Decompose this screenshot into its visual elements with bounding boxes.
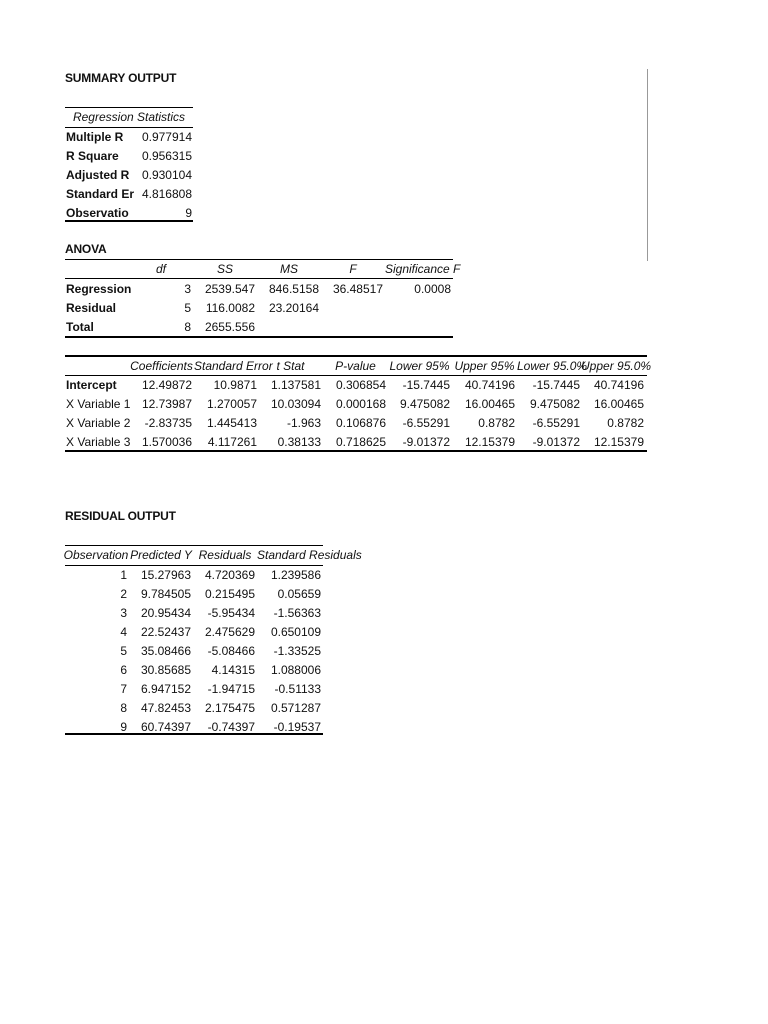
residual-cell: 60.74397 — [140, 720, 191, 734]
residual-cell: -0.74397 — [207, 720, 255, 734]
coef-row-label: X Variable 1 — [66, 397, 131, 411]
anova-cell: 0.0008 — [414, 282, 451, 296]
anova-col-header: MS — [280, 262, 298, 276]
coef-col-header: Standard Error — [194, 359, 273, 373]
reg-stat-label: Adjusted R — [66, 168, 130, 182]
coef-cell: 4.117261 — [207, 435, 257, 449]
coef-cell: -15.7445 — [402, 378, 450, 392]
anova-cell — [385, 299, 451, 317]
coef-cell: 0.8782 — [478, 416, 515, 430]
coef-cell: 12.73987 — [141, 397, 192, 411]
coef-cell: 16.00465 — [593, 397, 644, 411]
coef-row-label: X Variable 2 — [66, 416, 131, 430]
coef-row-label: Intercept — [66, 378, 117, 392]
residual-cell: 2.175475 — [204, 701, 255, 715]
residual-cell: -5.08466 — [207, 644, 255, 658]
anova-cell: 2655.556 — [204, 320, 255, 334]
residual-cell: 35.08466 — [140, 644, 191, 658]
residual-cell: 5 — [120, 644, 127, 658]
residual-cell: 9.784505 — [140, 587, 191, 601]
anova-row-label: Total — [66, 320, 94, 334]
residual-cell: 1.088006 — [270, 663, 321, 677]
residual-cell: 7 — [120, 682, 127, 696]
coef-col-header: Lower 95.0% — [517, 359, 588, 373]
coef-cell: 0.306854 — [335, 378, 386, 392]
reg-stat-label: Multiple R — [66, 130, 124, 144]
reg-stat-value: 4.816808 — [141, 187, 192, 201]
residual-cell: 4.14315 — [211, 663, 255, 677]
coef-col-header: Lower 95% — [389, 359, 450, 373]
coef-col-header: P-value — [335, 359, 376, 373]
anova-col-header: df — [155, 262, 166, 276]
anova-cell: 116.0082 — [205, 301, 255, 315]
reg-stat-value: 0.956315 — [141, 149, 192, 163]
coef-cell: -15.7445 — [532, 378, 580, 392]
coef-cell: -6.55291 — [402, 416, 450, 430]
residual-cell: 8 — [120, 701, 127, 715]
residual-bottom-rule — [65, 733, 323, 735]
coef-cell: 10.03094 — [270, 397, 321, 411]
residual-col-header: Observation — [63, 548, 129, 562]
anova-col-header: SS — [216, 262, 233, 276]
residual-cell: 0.650109 — [270, 625, 321, 639]
residual-cell: -1.33525 — [273, 644, 321, 658]
reg-stats-header: Regression Statistics — [72, 110, 186, 124]
reg-stat-value: 9 — [185, 206, 192, 220]
coef-cell: -9.01372 — [532, 435, 580, 449]
coef-cell: 1.137581 — [270, 378, 321, 392]
reg-stat-label: Observatio — [66, 206, 129, 220]
anova-bottom-rule — [65, 336, 453, 338]
coef-cell: -1.963 — [286, 416, 321, 430]
anova-cell: 3 — [184, 282, 191, 296]
anova-cell: 2539.547 — [204, 282, 255, 296]
residual-cell: 0.05659 — [277, 587, 321, 601]
reg-stat-value: 0.977914 — [141, 130, 192, 144]
coef-cell: 1.570036 — [141, 435, 192, 449]
anova-cell — [321, 299, 383, 317]
coef-cell: 10.9871 — [213, 378, 257, 392]
coef-cell: 0.000168 — [335, 397, 386, 411]
residual-cell: 1.239586 — [270, 568, 321, 582]
residual-cell: 4 — [120, 625, 127, 639]
coef-col-header: Upper 95% — [454, 359, 515, 373]
coef-cell: -9.01372 — [402, 435, 450, 449]
coef-cell: 0.718625 — [335, 435, 386, 449]
reg-stat-label: R Square — [66, 149, 119, 163]
coef-cell: 9.475082 — [399, 397, 450, 411]
anova-cell: 8 — [184, 320, 191, 334]
anova-header-rule — [65, 278, 453, 279]
coef-cell: 40.74196 — [464, 378, 515, 392]
residual-cell: 30.85685 — [140, 663, 191, 677]
residual-cell: 47.82453 — [140, 701, 191, 715]
residual-col-header: Predicted Y — [130, 548, 192, 562]
residual-cell: -0.51133 — [274, 682, 321, 696]
coef-col-header: Coefficients — [130, 359, 193, 373]
coef-cell: 1.445413 — [206, 416, 257, 430]
residual-cell: -0.19537 — [273, 720, 321, 734]
coef-cell: 9.475082 — [529, 397, 580, 411]
coef-col-header: t Stat — [276, 359, 305, 373]
anova-title: ANOVA — [65, 242, 107, 256]
residual-cell: 9 — [120, 720, 127, 734]
residual-cell: 15.27963 — [140, 568, 191, 582]
residual-cell: 6.947152 — [140, 682, 191, 696]
residual-cell: 3 — [120, 606, 127, 620]
residual-cell: 6 — [120, 663, 127, 677]
reg-stat-value: 0.930104 — [141, 168, 192, 182]
anova-cell — [257, 318, 319, 336]
residual-title: RESIDUAL OUTPUT — [65, 509, 176, 523]
coef-cell: 40.74196 — [593, 378, 644, 392]
coef-cell: 12.15379 — [464, 435, 515, 449]
residual-cell: -1.56363 — [273, 606, 321, 620]
anova-row-label: Residual — [66, 301, 117, 315]
coef-cell: -6.55291 — [532, 416, 580, 430]
coef-row-label: X Variable 3 — [66, 435, 131, 449]
anova-cell: 23.20164 — [268, 301, 319, 315]
residual-cell: 1 — [120, 568, 127, 582]
coef-cell: -2.83735 — [144, 416, 192, 430]
residual-cell: 0.215495 — [204, 587, 255, 601]
coef-col-header: Upper 95.0% — [581, 359, 652, 373]
coef-cell: 0.8782 — [607, 416, 644, 430]
coef-cell: 16.00465 — [464, 397, 515, 411]
coef-cell: 0.106876 — [335, 416, 386, 430]
anova-cell: 36.48517 — [332, 282, 383, 296]
residual-col-header: Residuals — [198, 548, 252, 562]
residual-cell: -1.94715 — [207, 682, 255, 696]
residual-cell: 2.475629 — [204, 625, 255, 639]
anova-cell — [321, 318, 383, 336]
summary-title: SUMMARY OUTPUT — [65, 71, 177, 85]
residual-cell: -5.95434 — [207, 606, 255, 620]
coef-cell: 12.15379 — [593, 435, 644, 449]
coef-bottom-rule — [65, 450, 647, 452]
anova-cell: 846.5158 — [268, 282, 319, 296]
reg-stats-bottom-rule — [65, 220, 193, 222]
residual-col-header: Standard Residuals — [257, 548, 362, 562]
residual-cell: 2 — [120, 587, 127, 601]
anova-col-header: F — [349, 262, 357, 276]
anova-col-header: Significance F — [385, 262, 461, 276]
anova-cell: 5 — [184, 301, 191, 315]
residual-cell: 22.52437 — [140, 625, 191, 639]
residual-cell: 0.571287 — [270, 701, 321, 715]
coef-cell: 0.38133 — [277, 435, 321, 449]
residual-cell: 20.95434 — [140, 606, 191, 620]
reg-stat-label: Standard Er — [66, 187, 135, 201]
anova-cell — [385, 318, 451, 336]
anova-row-label: Regression — [66, 282, 132, 296]
coef-cell: 12.49872 — [141, 378, 192, 392]
coef-cell: 1.270057 — [206, 397, 257, 411]
residual-cell: 4.720369 — [204, 568, 255, 582]
sheet-edge-line — [647, 69, 648, 261]
